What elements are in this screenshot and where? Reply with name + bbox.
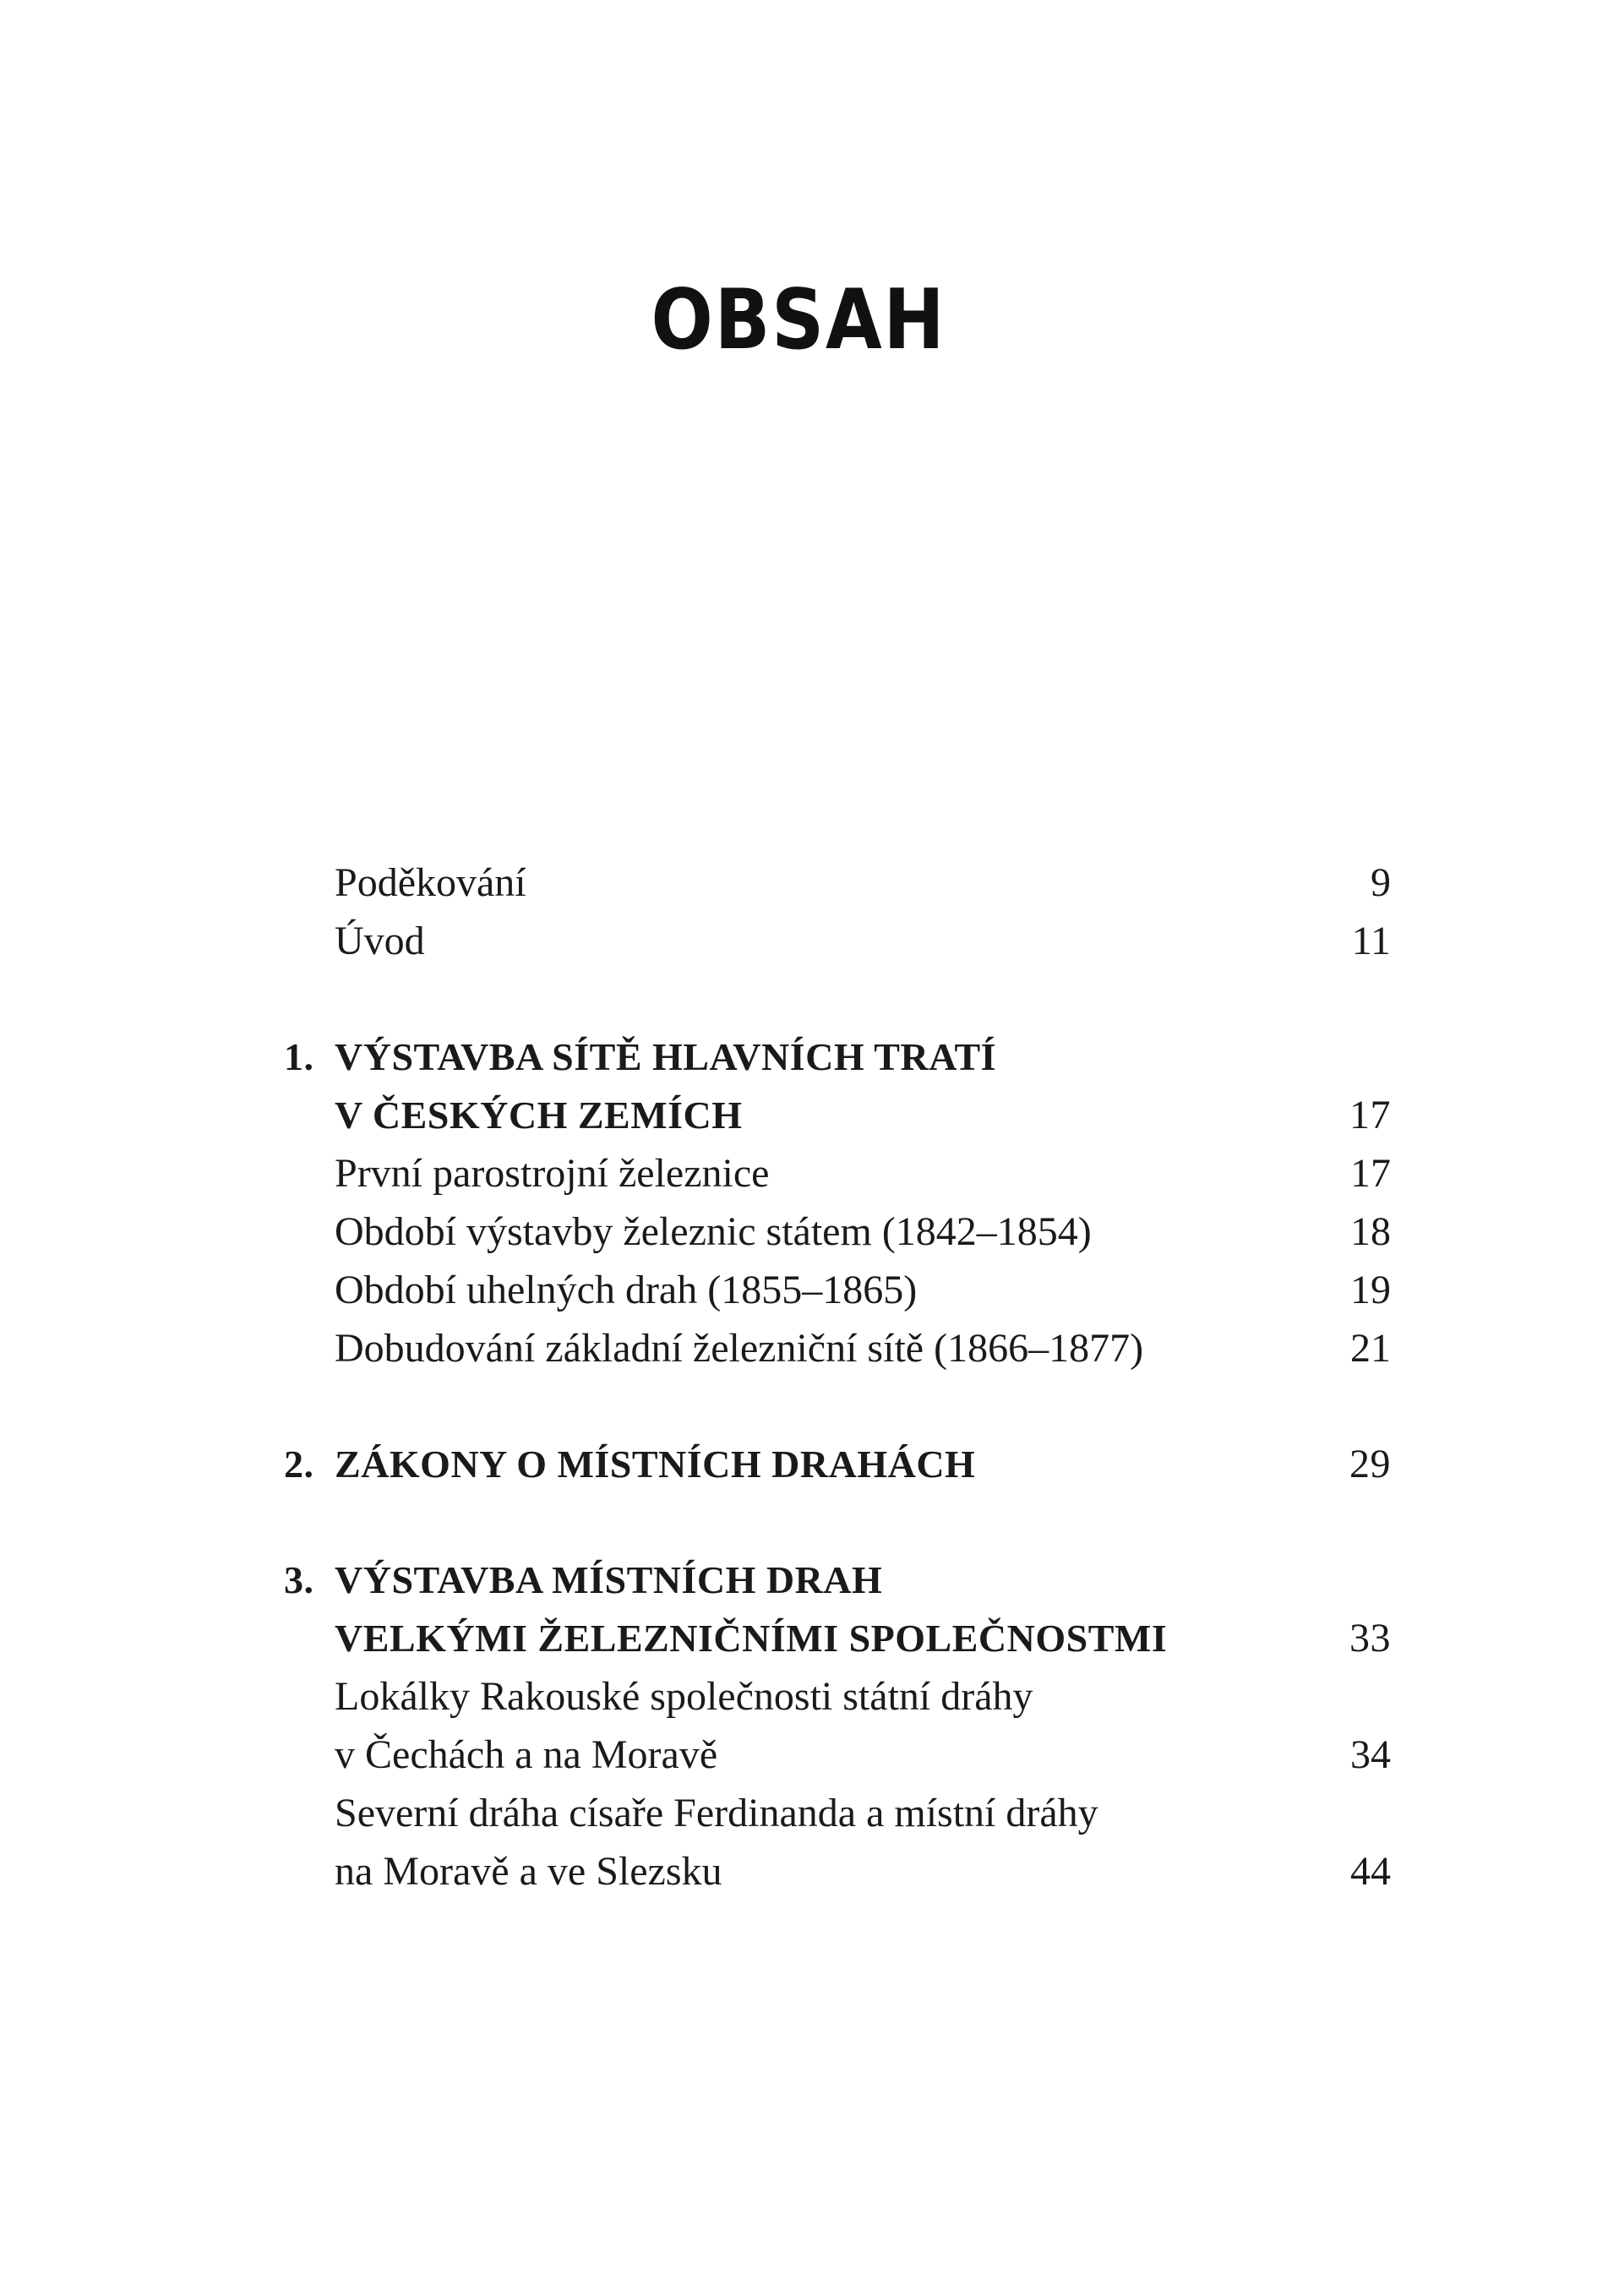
toc-entry-uvod[interactable] [284, 912, 1391, 970]
toc-entry-label: Poděkování [335, 860, 526, 905]
toc-entry-section[interactable] [284, 1319, 1391, 1377]
spacer [284, 1493, 1391, 1551]
toc-entry-label: První parostrojní železnice [335, 1151, 770, 1196]
toc-entry-label: Dobudování základní železniční sítě (1866–1877) [335, 1326, 1144, 1371]
toc-entry-page: 34 [1350, 1732, 1391, 1777]
spacer [284, 1377, 1391, 1435]
toc-entry-page: 29 [1349, 1442, 1391, 1486]
toc-entry-page: 17 [1349, 1093, 1391, 1137]
toc-entry-section[interactable] [284, 1203, 1391, 1261]
toc-entry-section[interactable] [284, 1667, 1391, 1726]
chapter-number: 1. [284, 1035, 314, 1078]
toc-entry-section-line2[interactable] [284, 1842, 1391, 1901]
toc-entry-page: 33 [1349, 1616, 1391, 1661]
page-title: OBSAH [651, 272, 946, 368]
toc-entry-label: Severní dráha císaře Ferdinanda a místní dráhy [335, 1791, 1098, 1835]
chapter-3-heading[interactable] [284, 1551, 1391, 1609]
chapter-title-line: VÝSTAVBA SÍTĚ HLAVNÍCH TRATÍ [335, 1035, 997, 1078]
toc-entry-label: Lokálky Rakouské společnosti státní dráhy [335, 1674, 1033, 1719]
toc-entry-podekovani[interactable] [284, 854, 1391, 912]
toc-entry-label: v Čechách a na Moravě [335, 1732, 718, 1777]
toc-entry-label: na Moravě a ve Slezsku [335, 1849, 722, 1894]
chapter-number: 3. [284, 1558, 314, 1601]
toc-entry-label: Úvod [335, 919, 425, 963]
toc-entry-page: 21 [1350, 1326, 1391, 1371]
table-of-contents [284, 854, 1391, 1901]
chapter-title-line: VELKÝMI ŽELEZNIČNÍMI SPOLEČNOSTMI [335, 1617, 1168, 1660]
chapter-title-line: V ČESKÝCH ZEMÍCH [335, 1093, 743, 1137]
chapter-3-heading-line2[interactable] [284, 1609, 1391, 1667]
chapter-1-heading-line2[interactable] [284, 1086, 1391, 1144]
toc-entry-section[interactable] [284, 1784, 1391, 1842]
chapter-2-heading[interactable] [284, 1435, 1391, 1493]
toc-entry-page: 44 [1350, 1849, 1391, 1894]
toc-entry-page: 11 [1351, 919, 1391, 963]
toc-entry-label: Období výstavby železnic státem (1842–1854) [335, 1209, 1092, 1254]
chapter-title-line: VÝSTAVBA MÍSTNÍCH DRAH [335, 1558, 883, 1601]
toc-entry-page: 9 [1371, 860, 1391, 905]
toc-entry-section-line2[interactable] [284, 1726, 1391, 1784]
toc-entry-page: 19 [1350, 1268, 1391, 1312]
toc-entry-label: Období uhelných drah (1855–1865) [335, 1268, 918, 1312]
toc-entry-section[interactable] [284, 1261, 1391, 1319]
toc-entry-page: 17 [1350, 1151, 1391, 1196]
spacer [284, 970, 1391, 1028]
chapter-1-heading[interactable] [284, 1028, 1391, 1086]
chapter-title-line: ZÁKONY O MÍSTNÍCH DRAHÁCH [335, 1442, 976, 1486]
toc-entry-section[interactable] [284, 1144, 1391, 1203]
chapter-number: 2. [284, 1442, 314, 1486]
toc-entry-page: 18 [1350, 1209, 1391, 1254]
